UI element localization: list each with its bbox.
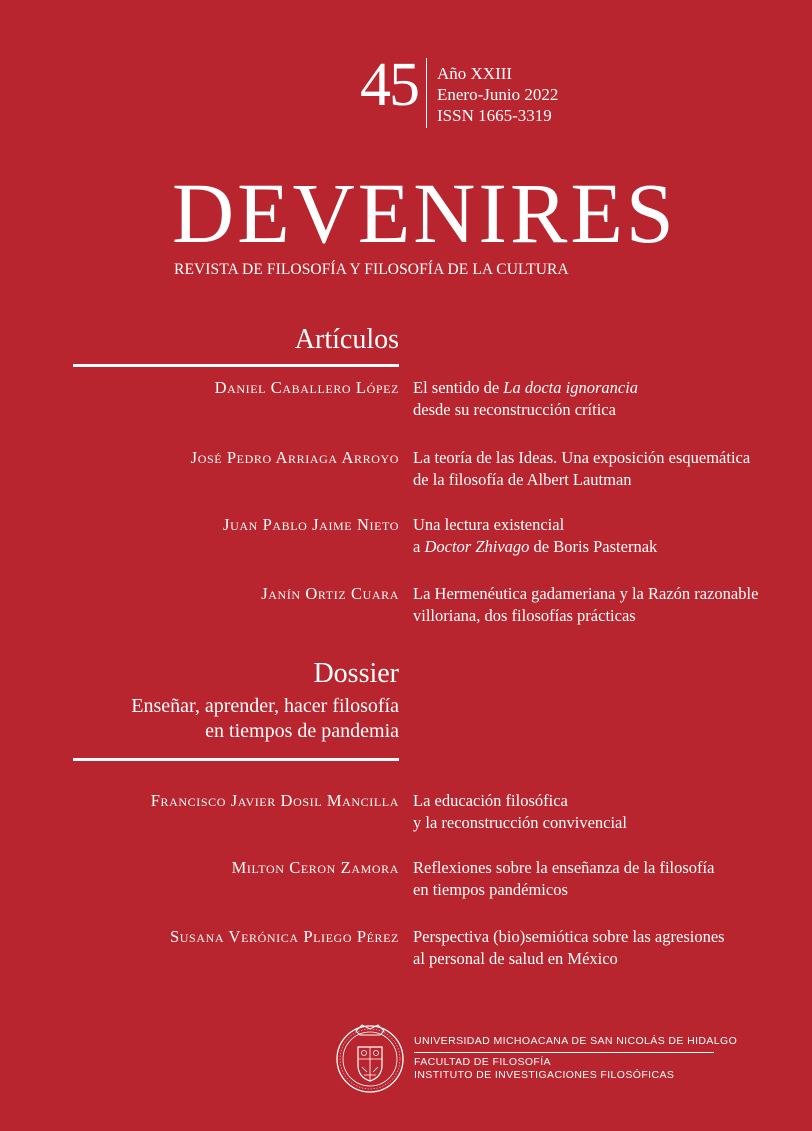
issue-year: Año XXIII (437, 64, 513, 83)
article-title-line: El sentido de La docta ignorancia (413, 378, 639, 397)
dossier-title-line: y la reconstrucción convivencial (413, 813, 627, 832)
article-title-line: Una lectura existencial (413, 515, 565, 534)
publisher-divider (414, 1052, 714, 1053)
dossier-subtitle: Enseñar, aprender, hacer filosofía (131, 695, 399, 717)
article-author: José Pedro Arriaga Arroyo (190, 448, 399, 467)
issue-number: 45 (360, 51, 418, 119)
institute-name: INSTITUTO DE INVESTIGACIONES FILOSÓFICAS (414, 1069, 675, 1081)
dossier-author: Susana Verónica Pliego Pérez (170, 927, 399, 946)
university-name: UNIVERSIDAD MICHOACANA DE SAN NICOLÁS DE HIDALGO (414, 1035, 738, 1047)
dossier-title-line: Reflexiones sobre la enseñanza de la filosofía (413, 858, 715, 877)
dossier-title-line: Perspectiva (bio)semiótica sobre las agresiones (413, 927, 725, 946)
section-rule-dossier (73, 758, 399, 761)
article-title-line: de la filosofía de Albert Lautman (413, 470, 632, 489)
section-heading-dossier: Dossier (313, 658, 399, 689)
dossier-title-line: La educación filosófica (413, 791, 568, 810)
dossier-title-line: en tiempos pandémicos (413, 880, 568, 899)
issue-divider (426, 58, 427, 128)
section-rule-articulos (73, 364, 399, 367)
journal-title: DEVENIRES (172, 165, 677, 261)
article-title-line: desde su reconstrucción crítica (413, 400, 616, 419)
article-author: Daniel Caballero López (214, 378, 399, 397)
dossier-author: Francisco Javier Dosil Mancilla (150, 791, 399, 810)
dossier-author: Milton Ceron Zamora (231, 858, 399, 877)
dossier-title-line: al personal de salud en México (413, 949, 618, 968)
section-heading-articulos: Artículos (294, 324, 399, 355)
article-author: Juan Pablo Jaime Nieto (223, 515, 399, 534)
issue-issn: ISSN 1665-3319 (437, 106, 552, 125)
article-title-line: La teoría de las Ideas. Una exposición esquemática (413, 448, 751, 467)
issue-period: Enero-Junio 2022 (437, 85, 559, 104)
article-title-line: villoriana, dos filosofías prácticas (413, 606, 636, 625)
journal-subtitle: REVISTA DE FILOSOFÍA Y FILOSOFÍA DE LA CULTURA (174, 261, 569, 278)
dossier-subtitle: en tiempos de pandemia (205, 720, 399, 742)
article-title-line: La Hermenéutica gadameriana y la Razón razonable (413, 584, 759, 603)
article-title-line: a Doctor Zhivago de Boris Pasternak (413, 537, 658, 556)
faculty-name: FACULTAD DE FILOSOFÍA (414, 1056, 551, 1068)
university-seal-icon (334, 1019, 406, 1097)
article-author: Janín Ortiz Cuara (261, 584, 399, 603)
